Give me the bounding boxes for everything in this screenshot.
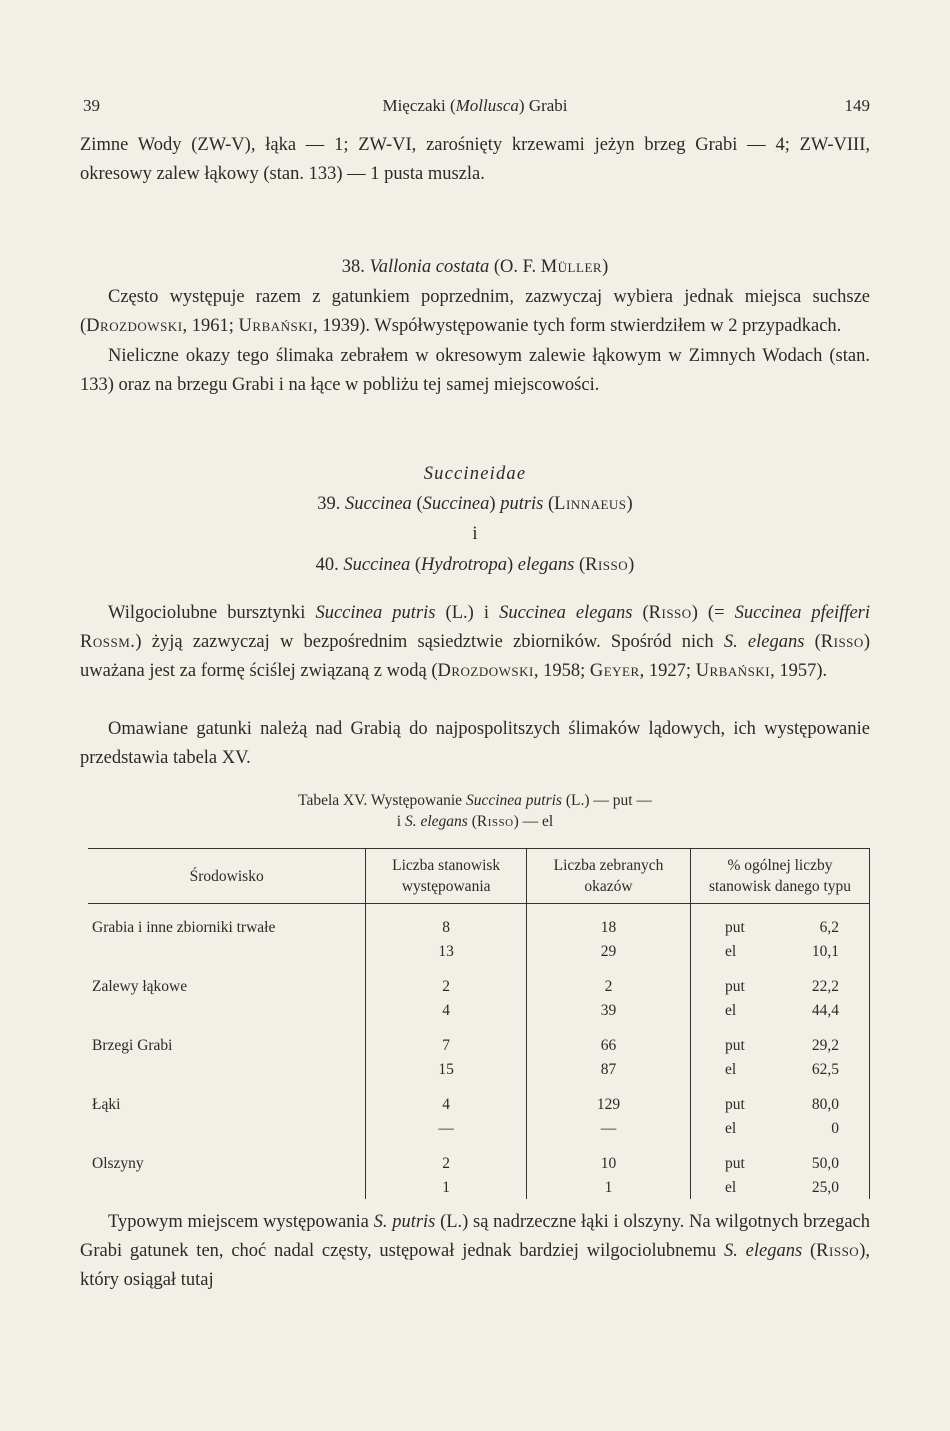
specimen-count-cell: — (526, 1117, 690, 1141)
environment-cell: Łąki (92, 1096, 121, 1113)
table-row (88, 1058, 870, 1082)
environment-cell: Brzegi Grabi (92, 1037, 173, 1054)
environment-cell: Olszyny (92, 1155, 144, 1172)
specimen-count-cell: 18 (526, 916, 690, 940)
site-count-cell: — (366, 1117, 527, 1141)
percent-value: 22,2 (811, 978, 839, 995)
species-abbr: el (724, 1178, 737, 1196)
site-count-cell: 8 (366, 916, 527, 940)
environment-cell: Grabia i inne zbiorniki trwałe (92, 919, 276, 936)
table-row (88, 999, 870, 1023)
species-abbr: el (724, 1119, 737, 1137)
header-site-count: Liczba stanowisk występowania (366, 849, 527, 904)
percent-value: 6,2 (819, 919, 839, 936)
percent-cell (690, 940, 869, 964)
table-header-row (88, 849, 870, 904)
running-title: Mięczaki (Mollusca) Grabi (382, 96, 568, 115)
species-heading-38: 38. Vallonia costata (O. F. Müller) (341, 257, 609, 277)
environment-cell (88, 940, 366, 964)
percent-value: 10,1 (811, 942, 839, 960)
percent-cell (690, 1034, 869, 1058)
table-row (88, 940, 870, 964)
percent-value: 80,0 (811, 1096, 839, 1113)
section-number: 39 (83, 96, 100, 115)
specimen-count-cell: 29 (526, 940, 690, 964)
percent-value: 62,5 (811, 1060, 839, 1078)
site-count-cell: 2 (366, 1152, 527, 1176)
paragraph-vallonia-locations: Nieliczne okazy tego ślimaka zebrałem w okresowym zalewie łąkowym w Zimnych Wodach (stan. 133) oraz na brzegu Grabi i na łące w pobliżu tej samej miejscowości. (80, 346, 870, 395)
table-row (88, 975, 870, 999)
percent-value: 50,0 (811, 1155, 839, 1172)
species-abbr: el (724, 1060, 737, 1078)
site-count-cell: 13 (366, 940, 527, 964)
site-count-cell: 4 (366, 1093, 527, 1117)
percent-cell (690, 975, 869, 999)
species-abbr: el (724, 942, 737, 960)
header-specimen-count: Liczba zebranych okazów (526, 849, 690, 904)
paragraph-vallonia-habitat: Często występuje razem z gatunkiem poprzednim, zazwyczaj wybiera jednak miejsca suchsze (Drozdowski, 1961; Urbański, 1939). Współwystępowanie tych form stwierdziłem w 2 przypadkach. (80, 287, 870, 336)
table-row (88, 1093, 870, 1117)
percent-value: 44,4 (811, 1001, 839, 1019)
header-environment: Środowisko (88, 849, 366, 904)
table-row (88, 1152, 870, 1176)
site-count-cell: 15 (366, 1058, 527, 1082)
environment-cell (88, 1176, 366, 1200)
environment-cell: Zalewy łąkowe (92, 978, 188, 995)
species-abbr: el (724, 1001, 737, 1019)
environment-cell (88, 1117, 366, 1141)
site-count-cell: 7 (366, 1034, 527, 1058)
environment-cell (88, 1058, 366, 1082)
paragraph-putris-habitat: Typowym miejscem występowania S. putris (L.) są nadrzeczne łąki i olszyny. Na wilgotnych brzegach Grabi gatunek ten, choć nadal częsty, ustępował jednak bardziej wilgociolubnemu S. elegans (Risso), który osiągał tutaj (80, 1212, 870, 1290)
paragraph-zimne-wody: Zimne Wody (ZW-V), łąka — 1; ZW-VI, zarośnięty krzewami jeżyn brzeg Grabi — 4; ZW-VIII, okresowy zalew łąkowy (stan. 133) — 1 pusta muszla. (80, 135, 870, 184)
specimen-count-cell: 87 (526, 1058, 690, 1082)
species-abbr: put (724, 919, 745, 936)
family-heading: Succineidae (423, 464, 527, 484)
table-row (88, 916, 870, 940)
percent-cell (690, 916, 869, 940)
percent-value: 25,0 (811, 1178, 839, 1196)
percent-cell (690, 1152, 869, 1176)
specimen-count-cell: 66 (526, 1034, 690, 1058)
specimen-count-cell: 1 (526, 1176, 690, 1200)
table-caption: Tabela XV. Występowanie Succinea putris (L.) — put — i S. elegans (Risso) — el (298, 792, 652, 830)
header-percent: % ogólnej liczby stanowisk danego typu (690, 849, 869, 904)
percent-cell (690, 1058, 869, 1082)
environment-cell (88, 999, 366, 1023)
paragraph-succinea-intro: Wilgociolubne bursztynki Succinea putris (L.) i Succinea elegans (Risso) (= Succinea pfeifferi Rossm.) żyją zazwyczaj w bezpośrednim sąsiedztwie zbiorników. Spośród nich S. elegans (Risso) uważana jest za formę ściślej związaną z wodą (Drozdowski, 1958; Geyer, 1927; Urbański, 1957). (80, 603, 870, 681)
percent-cell (690, 1176, 869, 1200)
site-count-cell: 4 (366, 999, 527, 1023)
table-row (88, 1117, 870, 1141)
percent-cell (690, 1093, 869, 1117)
table-row (88, 1176, 870, 1200)
running-header (80, 96, 870, 120)
site-count-cell: 1 (366, 1176, 527, 1200)
species-abbr: put (724, 978, 745, 995)
specimen-count-cell: 39 (526, 999, 690, 1023)
site-count-cell: 2 (366, 975, 527, 999)
table-body (88, 904, 870, 1200)
species-abbr: put (724, 1096, 745, 1113)
page-number: 149 (844, 96, 870, 115)
table-row (88, 1034, 870, 1058)
species-heading-39: 39. Succinea (Succinea) putris (Linnaeus) (317, 494, 633, 514)
conjunction: i (472, 524, 478, 544)
paragraph-table-reference: Omawiane gatunki należą nad Grabią do najpospolitszych ślimaków lądowych, ich występowanie przedstawia tabela XV. (80, 719, 870, 768)
species-abbr: put (724, 1037, 745, 1054)
percent-value: 29,2 (811, 1037, 839, 1054)
specimen-count-cell: 2 (526, 975, 690, 999)
percent-cell (690, 1117, 869, 1141)
percent-cell (690, 999, 869, 1023)
specimen-count-cell: 10 (526, 1152, 690, 1176)
species-abbr: put (724, 1155, 745, 1172)
percent-value: 0 (831, 1119, 839, 1137)
species-heading-40: 40. Succinea (Hydrotropa) elegans (Risso) (315, 555, 635, 575)
occurrence-table (88, 848, 870, 1199)
specimen-count-cell: 129 (526, 1093, 690, 1117)
